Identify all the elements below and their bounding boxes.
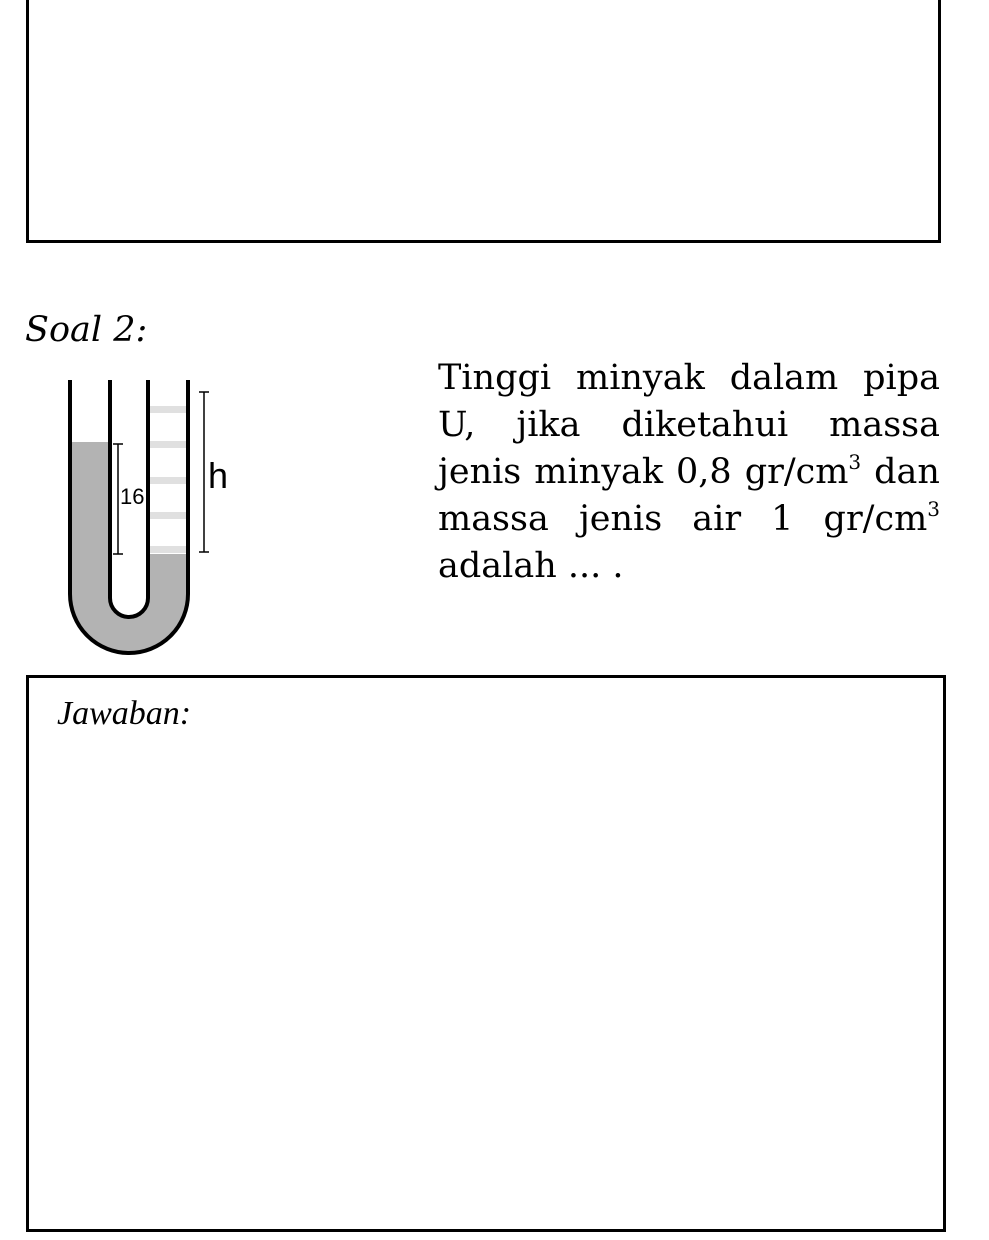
question-line-2: jika diketahui massa jenis xyxy=(438,405,940,492)
measurement-16-label: 16 xyxy=(120,484,145,509)
question-line-3: minyak 0,8 gr/cm xyxy=(534,452,849,492)
previous-answer-box xyxy=(26,0,941,243)
u-tube-diagram xyxy=(60,372,250,662)
answer-label: Jawaban: xyxy=(57,695,192,732)
question-line-3b: dan xyxy=(874,452,940,492)
question-label: Soal 2: xyxy=(25,310,148,350)
superscript-3-oil: 3 xyxy=(848,450,862,474)
question-line-4: massa jenis air 1 gr/cm xyxy=(438,499,928,539)
oil-column xyxy=(150,406,186,553)
height-h-label: h xyxy=(208,455,229,496)
question-line-1: Tinggi minyak dalam pipa U, xyxy=(438,358,940,445)
question-line-5: adalah ... . xyxy=(438,546,624,586)
superscript-3-water: 3 xyxy=(927,497,940,521)
question-text xyxy=(438,355,940,590)
answer-box[interactable] xyxy=(26,675,946,1232)
